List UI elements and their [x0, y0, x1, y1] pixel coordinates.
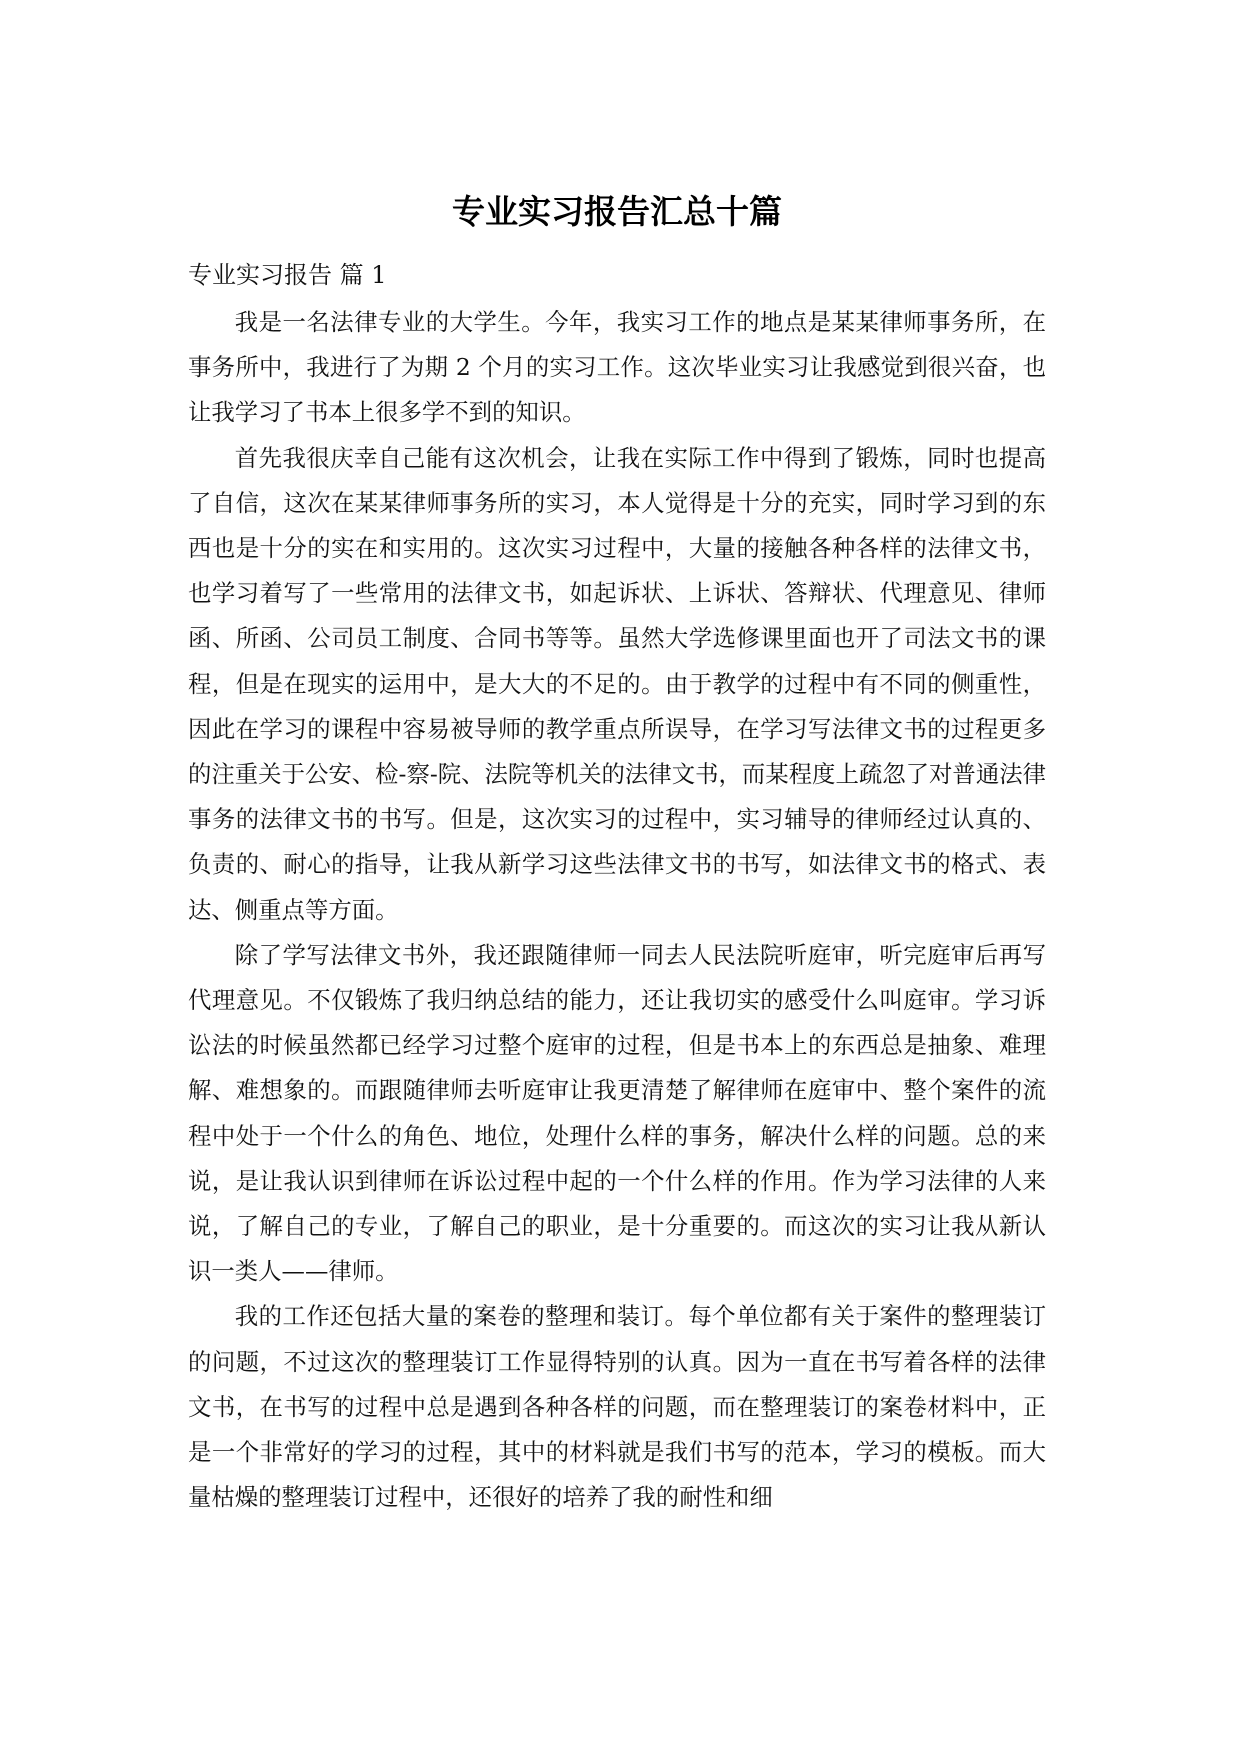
paragraph: 我是一名法律专业的大学生。今年，我实习工作的地点是某某律师事务所，在事务所中，我进行了为期 2 个月的实习工作。这次毕业实习让我感觉到很兴奋，也让我学习了书本上很多学不到的知识。 — [188, 308, 1046, 427]
paragraph: 首先我很庆幸自己能有这次机会，让我在实际工作中得到了锻炼，同时也提高了自信，这次在某某律师事务所的实习，本人觉得是十分的充实，同时学习到的东西也是十分的实在和实用的。这次实习过程中，大量的接触各种各样的法律文书，也学习着写了一些常用的法律文书，如起诉状、上诉状、答辩状、代理意见、律师函、所函、公司员工制度、合同书等等。虽然大学选修课里面也开了司法文书的课程，但是在现实的运用中，是大大的不足的。由于教学的过程中有不同的侧重性，因此在学习的课程中容易被导师的教学重点所误导，在学习写法律文书的过程更多的注重关于公安、检-察-院、法院等机关的法律文书，而某程度上疏忽了对普通法律事务的法律文书的书写。但是，这次实习的过程中，实习辅导的律师经过认真的、负责的、耐心的指导，让我从新学习这些法律文书的书写，如法律文书的格式、表达、侧重点等方面。 — [188, 443, 1046, 924]
section-heading: 专业实习报告 篇 1 — [188, 261, 387, 289]
paragraph: 我的工作还包括大量的案卷的整理和装订。每个单位都有关于案件的整理装订的问题，不过这次的整理装订工作显得特别的认真。因为一直在书写着各样的法律文书，在书写的过程中总是遇到各种各样的问题，而在整理装订的案卷材料中，正是一个非常好的学习的过程，其中的材料就是我们书写的范本，学习的模板。而大量枯燥的整理装订过程中，还很好的培养了我的耐性和细 — [188, 1302, 1046, 1512]
document-body — [188, 300, 1046, 1520]
paragraph: 除了学写法律文书外，我还跟随律师一同去人民法院听庭审，听完庭审后再写代理意见。不仅锻炼了我归纳总结的能力，还让我切实的感受什么叫庭审。学习诉讼法的时候虽然都已经学习过整个庭审的过程，但是书本上的东西总是抽象、难理解、难想象的。而跟随律师去听庭审让我更清楚了解律师在庭审中、整个案件的流程中处于一个什么的角色、地位，处理什么样的事务，解决什么样的问题。总的来说，是让我认识到律师在诉讼过程中起的一个什么样的作用。作为学习法律的人来说，了解自己的专业，了解自己的职业，是十分重要的。而这次的实习让我从新认识一类人——律师。 — [188, 940, 1046, 1286]
document-title: 专业实习报告汇总十篇 — [452, 192, 782, 231]
